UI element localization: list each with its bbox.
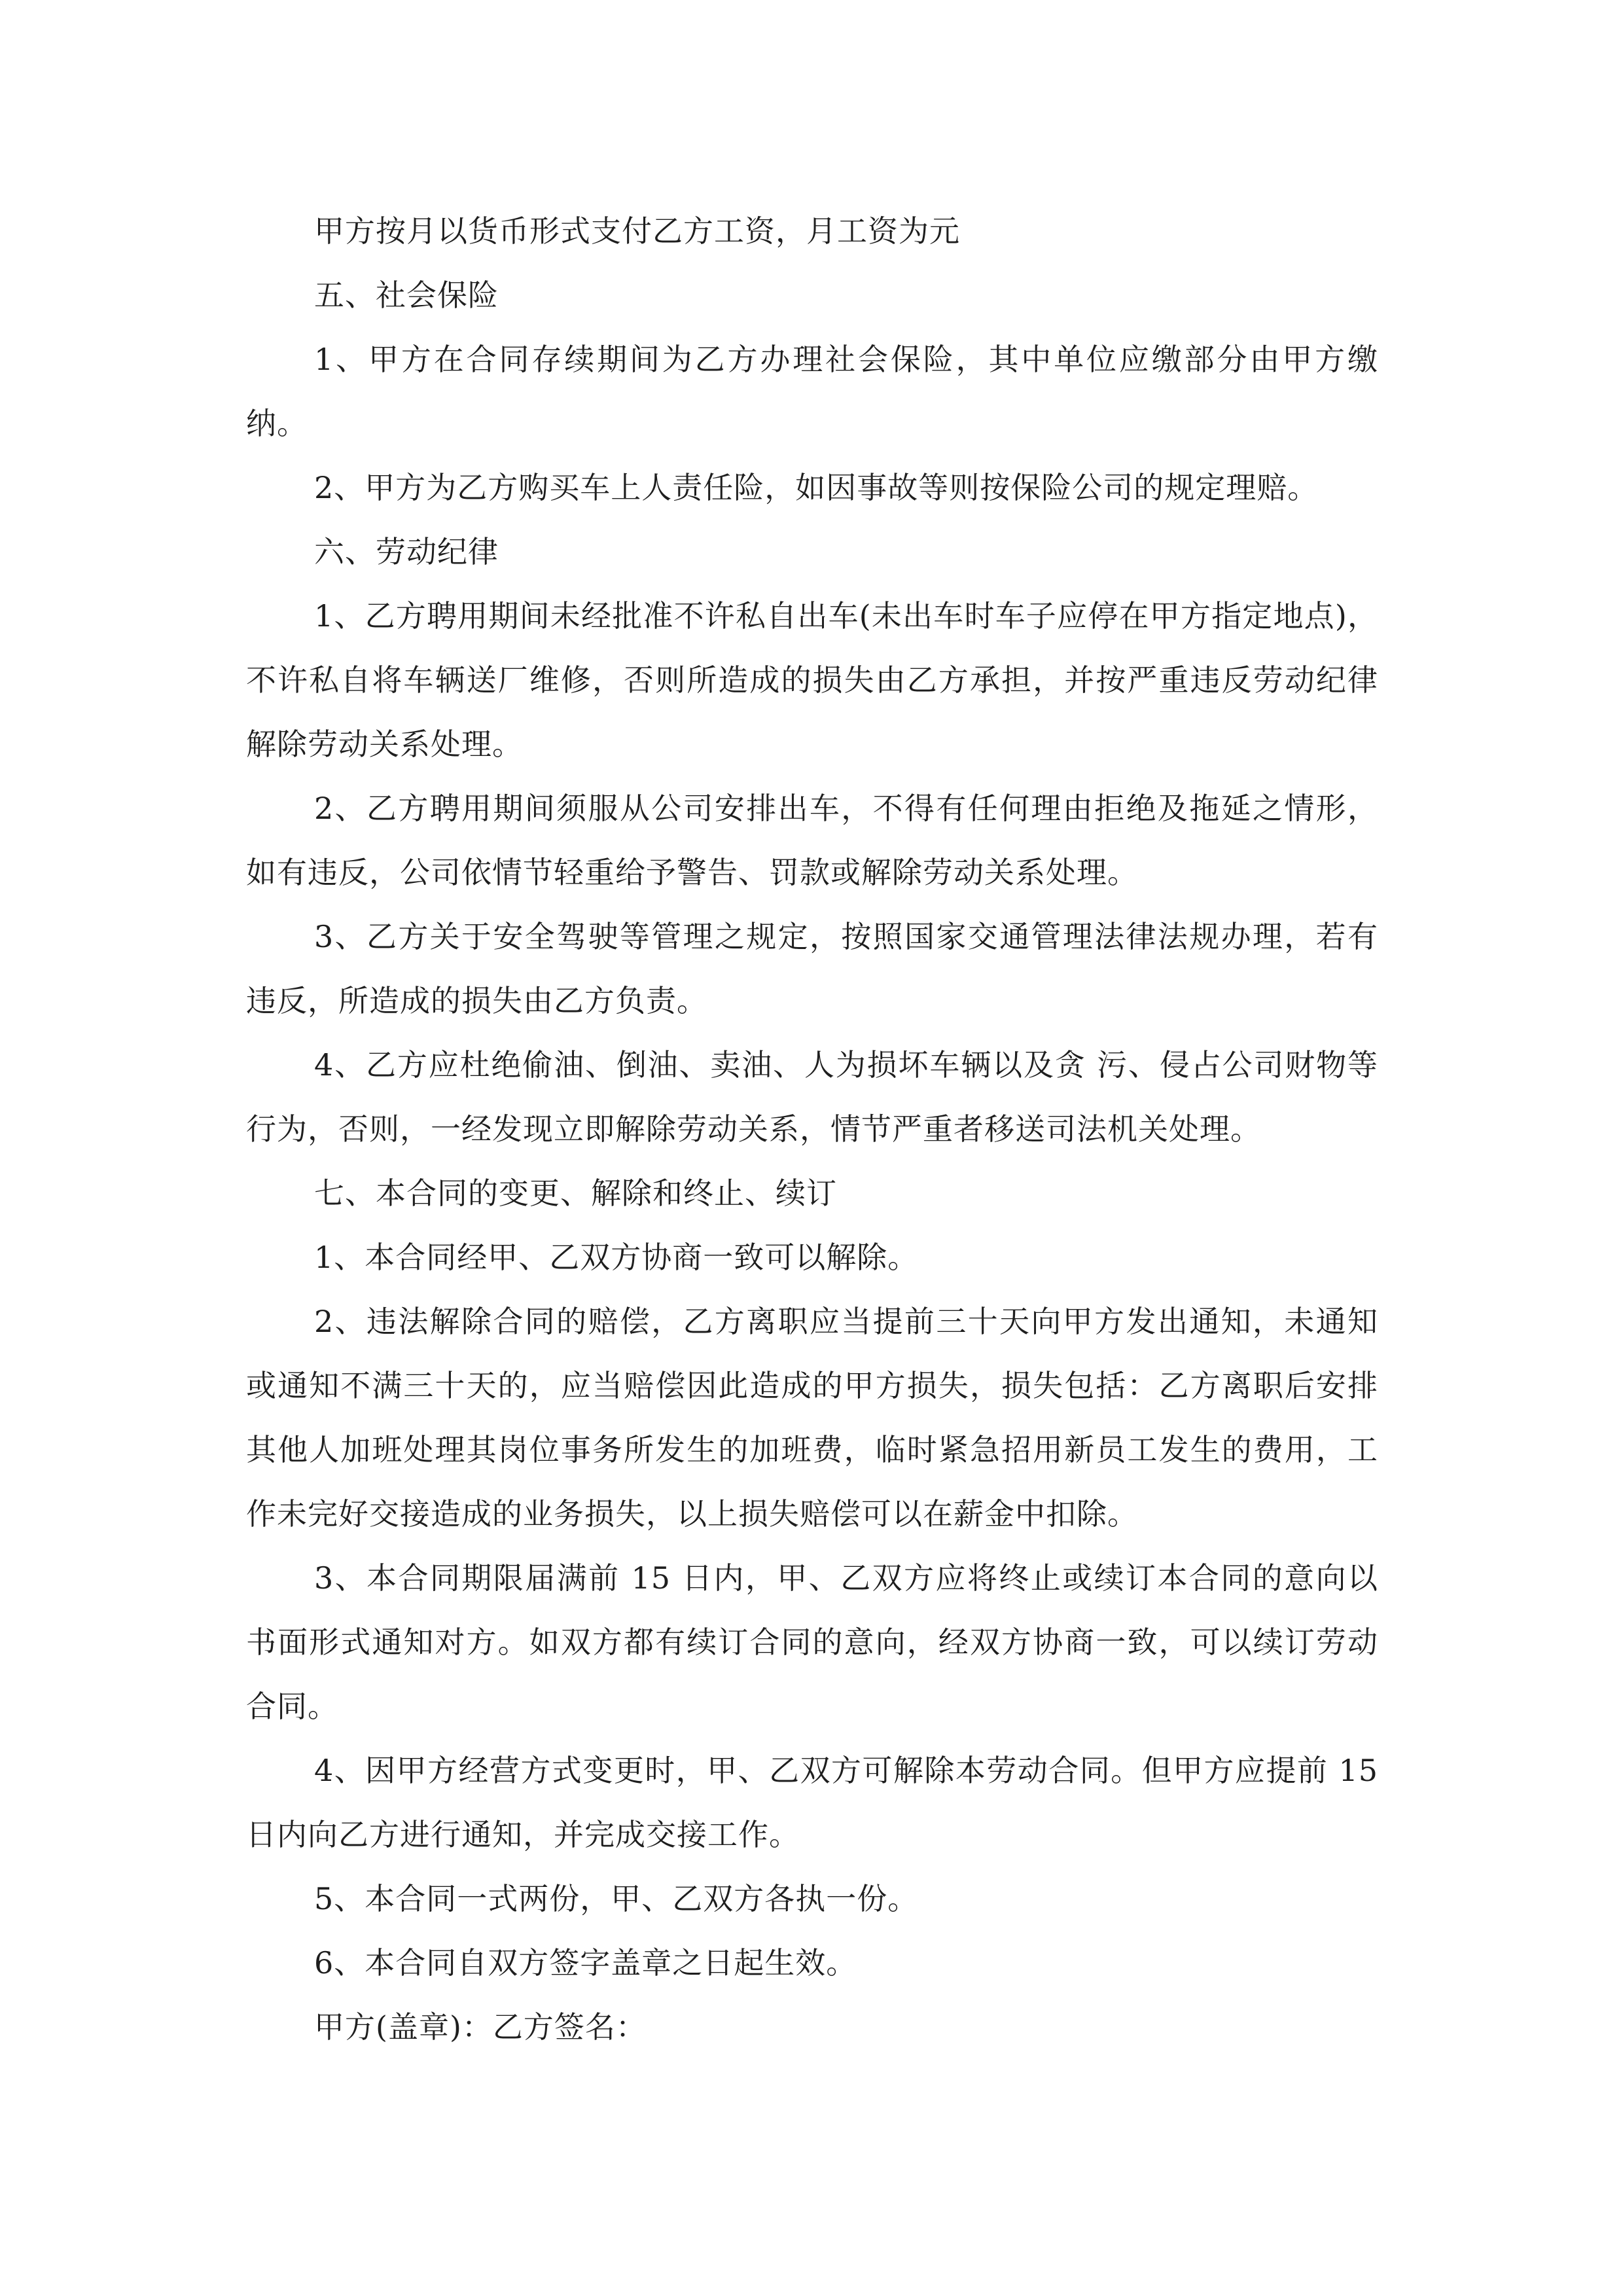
- labor-discipline-clause-1: 1、乙方聘用期间未经批准不许私自出车(未出车时车子应停在甲方指定地点)，不许私自将车辆送厂维修，否则所造成的损失由乙方承担，并按严重违反劳动纪律解除劳动关系处理。: [246, 598, 1378, 762]
- labor-discipline-clause-2: 2、乙方聘用期间须服从公司安排出车，不得有任何理由拒绝及拖延之情形，如有违反，公司依情节轻重给予警告、罚款或解除劳动关系处理。: [246, 791, 1378, 890]
- section-heading-labor-discipline: 六、劳动纪律: [314, 534, 499, 569]
- salary-payment-clause: 甲方按月以货币形式支付乙方工资，月工资为元: [314, 213, 960, 249]
- signature-line: 甲方(盖章)：乙方签名：: [314, 2009, 647, 2045]
- section-heading-contract-changes: 七、本合同的变更、解除和终止、续订: [314, 1175, 837, 1211]
- social-insurance-clause-2: 2、甲方为乙方购买车上人责任险，如因事故等则按保险公司的规定理赔。: [314, 470, 1319, 505]
- contract-changes-clause-4: 4、因甲方经营方式变更时，甲、乙双方可解除本劳动合同。但甲方应提前 15 日内向乙方进行通知，并完成交接工作。: [246, 1753, 1378, 1852]
- section-heading-social-insurance: 五、社会保险: [314, 278, 499, 313]
- contract-changes-clause-3: 3、本合同期限届满前 15 日内，甲、乙双方应将终止或续订本合同的意向以书面形式通知对方。如双方都有续订合同的意向，经双方协商一致，可以续订劳动合同。: [246, 1560, 1378, 1724]
- contract-changes-clause-2: 2、违法解除合同的赔偿，乙方离职应当提前三十天向甲方发出通知，未通知或通知不满三十天的，应当赔偿因此造成的甲方损失，损失包括：乙方离职后安排其他人加班处理其岗位事务所发生的加班费，临时紧急招用新员工发生的费用，工作未完好交接造成的业务损失，以上损失赔偿可以在薪金中扣除。: [246, 1304, 1378, 1532]
- contract-changes-clause-6: 6、本合同自双方签字盖章之日起生效。: [314, 1945, 857, 1981]
- contract-changes-clause-5: 5、本合同一式两份，甲、乙双方各执一份。: [314, 1881, 919, 1916]
- document-body: [246, 199, 1378, 2059]
- labor-discipline-clause-4: 4、乙方应杜绝偷油、倒油、卖油、人为损坏车辆以及贪 污、侵占公司财物等行为，否则，一经发现立即解除劳动关系，情节严重者移送司法机关处理。: [246, 1047, 1378, 1147]
- labor-discipline-clause-3: 3、乙方关于安全驾驶等管理之规定，按照国家交通管理法律法规办理，若有违反，所造成的损失由乙方负责。: [246, 919, 1378, 1018]
- contract-changes-clause-1: 1、本合同经甲、乙双方协商一致可以解除。: [314, 1240, 919, 1275]
- social-insurance-clause-1: 1、甲方在合同存续期间为乙方办理社会保险，其中单位应缴部分由甲方缴纳。: [246, 342, 1378, 441]
